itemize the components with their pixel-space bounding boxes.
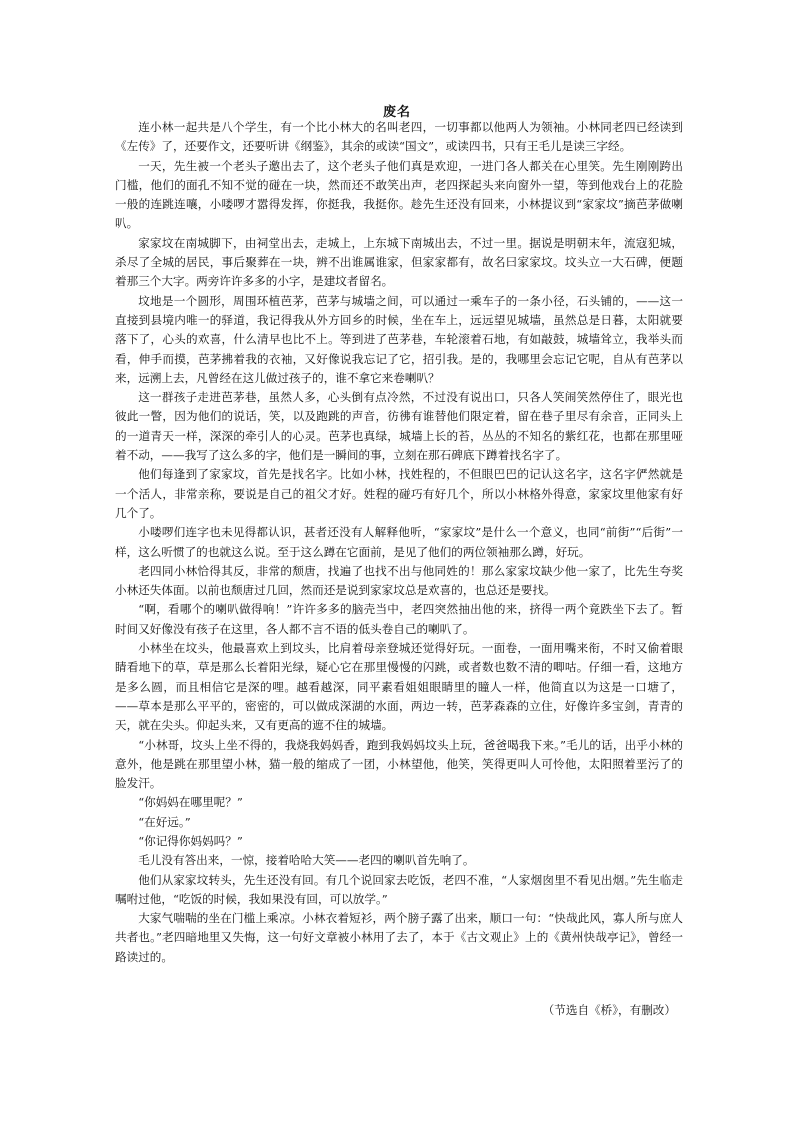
- paragraph: “啊，看哪个的喇叭做得响！”许许多多的脑壳当中，老四突然抽出他的来，挤得一两个竟跌坐下去了。暂时间又好像没有孩子在这里，各人都不言不语的低头卷自己的喇叭了。: [115, 602, 683, 636]
- page-title: 废名: [382, 105, 411, 120]
- paragraph: 老四同小林恰得其反，非常的颓唐，找遍了也找不出与他同姓的！那么家家坟缺少他一家了，比先生夸奖小林还失体面。以前也颓唐过几回，然而还是说到家家坟总是欢喜的，也总还是要找。: [115, 563, 683, 598]
- paragraph: 他们每逢到了家家坟，首先是找名字。比如小林，找姓程的，不但眼巴巴的记认这名字，这名字俨然就是一个活人，非常亲称，要说是自己的祖父才好。姓程的碰巧有好几个，所以小林格外得意，家家坟里他家有好几个了。: [115, 467, 683, 520]
- paragraph: 小林坐在坟头，他最喜欢上到坟头，比肩着母亲登城还觉得好玩。一面卷，一面用嘴来衔，不时又偷着眼睛看地下的草，草是那么长着阳光绿，疑心它在那里慢慢的闪跳，或者数也数不清的唧咕。仔细一看，这地方是多么圆，而且相信它是深的哩。越看越深，同平素看姐姐眼睛里的瞳人一样，他简直以为这是一口塘了，——草本是那么平平的，密密的，可以做成深湖的水面，两边一转，芭茅森森的立住，好像许多宝剑，青青的天，就在尖头。仰起头来，又有更高的遮不住的城墙。: [115, 641, 683, 733]
- paragraph: 家家坟在南城脚下，由祠堂出去，走城上，上东城下南城出去，不过一里。据说是明朝末年，流寇犯城，杀尽了全城的居民，事后聚葬在一块，辨不出谁属谁家，但家家都有，故名曰家家坟。坟头立一大石碑，便题着那三个大字。两旁许许多多的小字，是建坟者留名。: [115, 235, 683, 289]
- article-body: [115, 118, 683, 967]
- paragraph: 连小林一起共是八个学生，有一个比小林大的名叫老四，一切事都以他两人为领袖。小林同老四已经读到《左传》了，还要作文，还要听讲《纲鉴》，其余的或读“国文”，或读四书，只有王毛儿是读三字经。: [115, 120, 683, 154]
- paragraph: 大家气喘喘的坐在门槛上乘凉。小林衣着短衫，两个膀子露了出来，顺口一句：“快哉此风，寡人所与庶人共者也。”老四暗地里又失悔，这一句好文章被小林用了去了，本于《古文观止》上的《黄州快哉亭记》，曾经一路读过的。: [115, 911, 683, 964]
- paragraph: 坟地是一个圆形，周围环植芭茅，芭茅与城墙之间，可以通过一乘车子的一条小径，石头铺的，——这一直接到县境内唯一的驿道，我记得我从外方回乡的时候，坐在车上，远远望见城墙，虽然总是日暮，太阳就要落下了，心头的欢喜，什么清早也比不上。等到进了芭茅巷，车轮滚着石地，有如敲鼓，城墙耸立，我举头而看，伸手而摸，芭茅拂着我的衣袖，又好像说我忘记了它，招引我。是的，我哪里会忘记它呢，自从有芭茅以来，远溯上去，凡曾经在这儿做过孩子的，谁不拿它来卷喇叭？: [115, 293, 683, 385]
- paragraph: 他们从家家坟转头，先生还没有回。有几个说回家去吃饭，老四不准，“人家烟囱里不看见出烟。”先生临走嘱咐过他，“吃饭的时候，我如果没有回，可以放学。”: [115, 872, 683, 906]
- paragraph: “你记得你妈妈吗？”: [138, 833, 243, 848]
- paragraph: 这一群孩子走进芭茅巷，虽然人多，心头倒有点冷然，不过没有说出口，只各人笑闹笑然停住了，眼光也彼此一瞥，因为他们的说话，笑，以及跑跳的声音，彷彿有谁替他们限定着，留在巷子里尽有余音，正同头上的一道青天一样，深深的牵引人的心灵。芭茅也真绿，城墙上长的苔，丛丛的不知名的紫红花，也都在那里哑着不动，——我写了这么多的字，他们是一瞬间的事，立刻在那石碑底下蹲着找名字了。: [115, 390, 683, 463]
- paragraph: 小喽啰们连字也未见得都认识，甚者还没有人解释他听，“家家坟”是什么一个意义，也同“前街”“后街”一样，这么听惯了的也就这么说。至于这么蹲在它面前，是见了他们的两位领袖那么蹲，好玩。: [115, 525, 683, 559]
- paragraph: “小林哥，坟头上坐不得的，我烧我妈妈香，跑到我妈妈坟头上玩，爸爸喝我下来。”毛儿的话，出乎小林的意外，他是跳在那里望小林，猫一般的缩成了一团，小林望他，他笑，笑得更叫人可怜他，太阳照着垩污了的脸发汗。: [115, 737, 683, 791]
- paragraph: “你妈妈在哪里呢？”: [138, 795, 243, 810]
- paragraph: 毛儿没有答出来，一惊，接着哈哈大笑——老四的喇叭首先响了。: [138, 853, 475, 868]
- paragraph: “在好远。”: [138, 814, 191, 829]
- paragraph: 一天，先生被一个老头子邀出去了，这个老头子他们真是欢迎，一进门各人都关在心里笑。先生刚刚跨出门槛，他们的面孔不知不觉的碰在一块，然而还不敢笑出声，老四探起头来向窗外一望，等到他戏台上的花脸一般的连跳连嚷，小喽啰才嚣得发挥，你挺我，我挺你。趁先生还没有回来，小林提议到“家家坟”摘芭茅做喇叭。: [115, 158, 683, 231]
- source-note: （节选自《桥》，有删改）: [542, 1003, 676, 1017]
